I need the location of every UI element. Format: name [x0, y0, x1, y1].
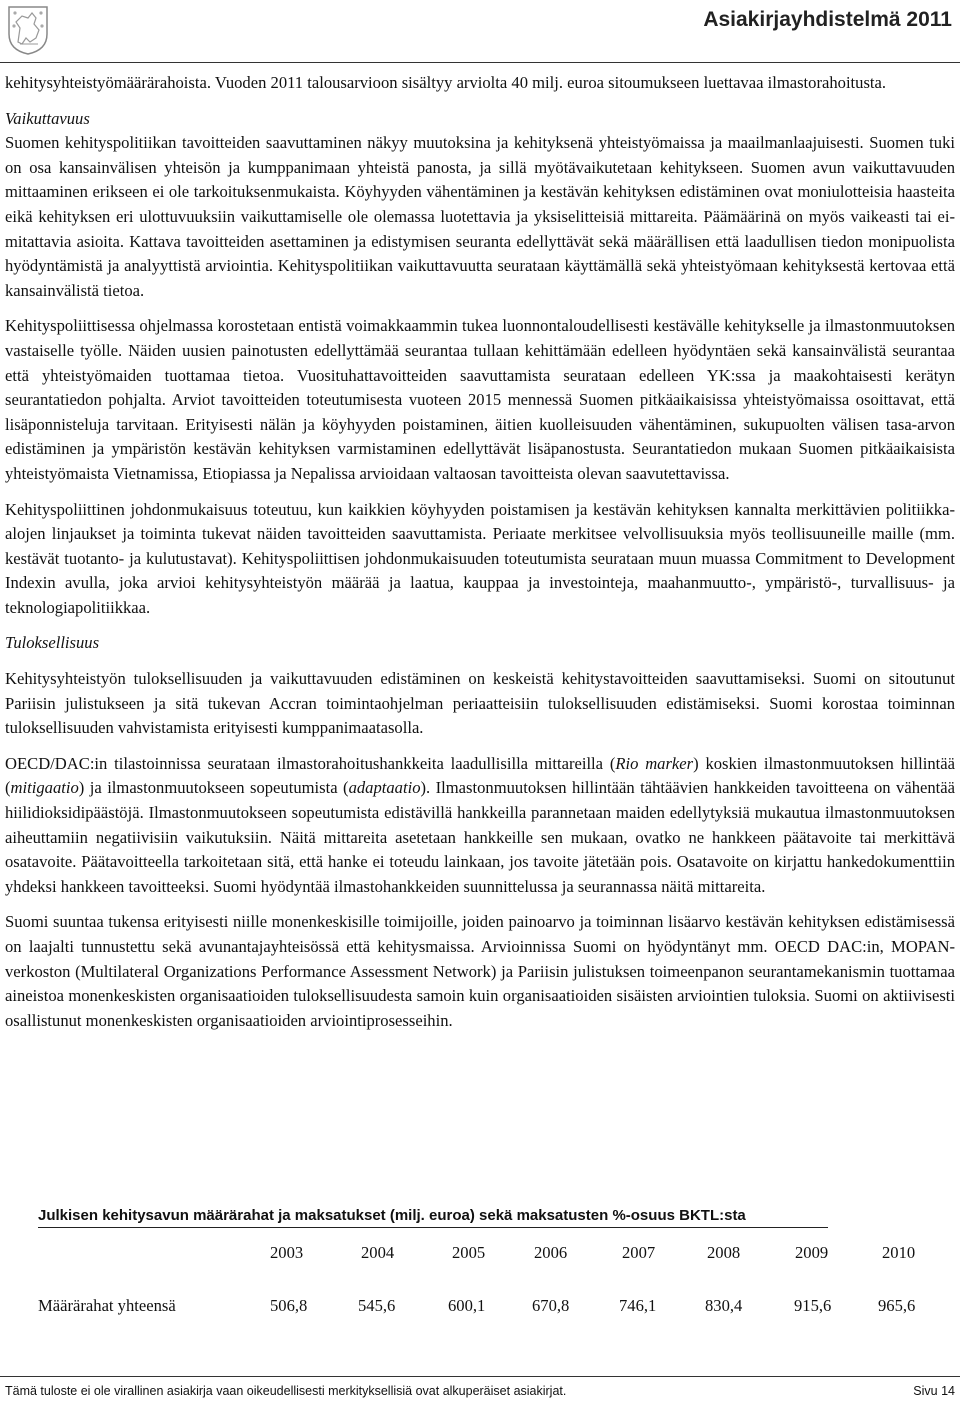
table-cell: 545,6: [358, 1296, 396, 1315]
heading-tuloksellisuus: Tuloksellisuus: [5, 633, 100, 653]
table-row: [38, 1296, 922, 1320]
rio-marker-term: Rio marker: [615, 753, 694, 773]
paragraph-5: Kehitysyhteistyön tuloksellisuuden ja vaikuttavuuden edistäminen on keskeistä kehitystavoitteiden saavuttamiseksi. Suomi on sitoutunut Pariisin julistukseen ja sitä tukevan Accran toimintaohjelman periaatteisiin tuloksellisuuden edistämiseksi. Suomi korostaa toiminnan tuloksellisuuden vahvistamista erityisesti kumppanimaatasolla.: [5, 669, 955, 738]
paragraph-4: Kehityspoliittinen johdonmukaisuus toteutuu, kun kaikkien köyhyyden poistamisen ja kestävän kehityksen kannalta merkittävien politiikka-alojen linjaukset ja toiminta tukevat näiden tavoitteiden saavuttamista. Periaate merkitsee velvollisuuksia myös teollisuuneille maille (mm. kestävät tuotanto- ja kulutustavat). Kehityspoliittisen johdonmukaisuuden toteutumista seurataan muun muassa Commitment to Development Indexin avulla, joka arvioi kehitysyhteistyön määrää ja laatua, kauppaa ja investointeja, maahanmuutto-, ympäristö-, turvallisuus- ja teknologiapolitiikkaa.: [5, 499, 955, 617]
table-cell: 915,6: [794, 1296, 832, 1315]
page-footer: [5, 1384, 955, 1398]
page-number: Sivu 14: [913, 1384, 955, 1398]
table-cell: 506,8: [270, 1296, 308, 1315]
paragraph-6-text-d: ). Ilmastonmuutoksen hillintään tähtäävien hankkeiden tavoitteena on vähentää hiilidioksidipäästöjä. Ilmastonmuutokseen sopeutumista edistävillä hankkeilla parannetaan maiden edellytyksiä mukautua ilmastonmuutoksen aiheuttamiin negatiivisiin vaikutuksiin. Näitä mittareita asetetaan hankkeille sen mukaan, ovatko ne hankkeen päätavoite tai merkittävä osatavoite. Päätavoitteella tarkoitetaan sitä, että hanke ei toteudu lainkaan, jos tavoite jätetään pois. Osatavoite on kirjattu hankedokumenttiin yhdeksi hankkeen tavoitteeksi. Suomi hyödyntää ilmastohankkeiden suunnittelussa ja seurannassa näitä mittareita.: [5, 778, 956, 896]
document-title: Asiakirjayhdistelmä 2011: [703, 8, 952, 31]
year-header: 2006: [534, 1243, 568, 1262]
table-cell: 670,8: [532, 1296, 570, 1315]
year-header: 2004: [361, 1243, 395, 1262]
table-cell: 830,4: [705, 1296, 743, 1315]
table-cell: 965,6: [878, 1296, 916, 1315]
table-cell: 600,1: [448, 1296, 486, 1315]
paragraph-1: kehitysyhteistyömäärärahoista. Vuoden 2011 talousarvioon sisältyy arviolta 40 milj. euroa sitoumukseen luettavaa ilmastorahoitusta.: [5, 73, 887, 92]
paragraph-2: Suomen kehityspolitiikan tavoitteiden saavuttaminen näkyy muutoksina ja kehityksenä yhteistyömaissa ja maailmanlaajuisesti. Suomen tuki on osa kansainvälisen yhteisön ja kumppanimaan yhteistä panosta, ja sillä myötävaikutetaan kehitykseen. Suomen avun vaikuttavuuden mittaaminen erikseen ei ole tarkoituksenmukaista. Köyhyyden vähentäminen ja kestävän kehityksen edistäminen ovat moniulotteisia haasteita eikä kehityksen eri ulottuvuuksiin vaikuttamiselle ole olemassa luotettavia ja yksiselitteisiä mittareita. Päämäärinä on myös vaikeasti tai ei-mitattavia asioita. Kattava tavoitteiden asettaminen ja edistymisen seuranta edellyttävät sekä määrällisen että laadullisen tiedon monipuolista hyödyntämistä ja analyyttistä arviointia. Kehityspolitiikan vaikuttavuutta seurataan käyttämällä sekä yhteistyömaan kehityksestä kertovaa että kansainvälistä tietoa.: [5, 133, 955, 300]
paragraph-7: Suomi suuntaa tukensa erityisesti niille monenkeskisille toimijoille, joiden painoarvo ja toiminnan lisäarvo kestävän kehityksen edistämisessä on laajalti tunnustettu sekä avunantajayhteisössä että kehitysmaissa. Arvioinnissa Suomi on hyödyntänyt mm. OECD DAC:in, MOPAN-verkoston (Multilateral Organizations Performance Assessment Network) ja Pariisin julistuksen toimeenpanon seurantamekanismin tuottamaa aineistoa monenkeskisten organisaatioiden tuloksellisuudesta samoin kuin organisaatioiden sisäisten arviointien tuloksia. Suomi on aktiivisesti osallistunut monenkeskisten organisaatioiden arviointiprosesseihin.: [5, 912, 955, 1030]
footer-disclaimer: Tämä tuloste ei ole virallinen asiakirja vaan oikeudellisesti merkityksellisiä ovat alkuperäiset asiakirjat.: [5, 1384, 567, 1398]
table-header-row: [38, 1243, 922, 1267]
header-divider: [0, 62, 960, 63]
heading-vaikuttavuus: Vaikuttavuus: [5, 108, 90, 128]
table-cell: 746,1: [619, 1296, 657, 1315]
year-header: 2007: [622, 1243, 656, 1262]
paragraph-6: [5, 752, 955, 900]
page-header: [0, 0, 960, 70]
paragraph-3: Kehityspoliittisessa ohjelmassa korostetaan entistä voimakkaammin tukea luonnontaloudellisesti kestävälle kehitykselle ja ilmastonmuutoksen vastaiselle työlle. Näiden uusien painotusten edellyttämää seurantaa tullaan kehittämään edelleen hyödyntäen sekä kansainvälistä seurantaa että yhteistyömaiden tuottamaa tietoa. Vuosituhattavoitteiden saavuttamista seurataan edelleen YK:ssa ja maakohtaisesti kerätyn seurantatiedon pohjalta. Arviot tavoitteiden toteutumisesta vuoteen 2015 mennessä Suomen pitkäaikaisissa yhteistyömaissa osoittavat, että lisäponnisteluja tarvitaan. Erityisesti nälän ja köyhyyden poistaminen, äitien kuolleisuuden vähentäminen, sukupuolten välisen tasa-arvon edistäminen ja ympäristön kestävän kehityksen varmistaminen edellyttävät lisäpanostusta. Seurantatiedon mukaan Suomen pitkäaikaisista yhteistyömaista Vietnamissa, Etiopiassa ja Nepalissa arvioidaan valtaosan tavoitteista olevan saavutettavissa.: [5, 316, 955, 483]
year-header: 2003: [270, 1243, 304, 1262]
finnish-lion-coat-of-arms-icon: [6, 4, 50, 56]
year-header: 2005: [452, 1243, 486, 1262]
paragraph-6-text-b: ) koskien ilmastonmuutoksen hillintää (: [5, 753, 956, 798]
paragraph-6-text-a: OECD/DAC:in tilastoinnissa seurataan ilmastorahoitushankkeita laadullisilla mittareilla (: [5, 753, 616, 773]
main-content: [5, 71, 955, 1044]
appropriations-table: [38, 1207, 922, 1320]
adaptaatio-term: adaptaatio: [348, 778, 421, 798]
row-label: Määrärahat yhteensä: [38, 1296, 176, 1315]
year-header: 2010: [882, 1243, 916, 1262]
footer-divider: [0, 1376, 960, 1377]
mitigaatio-term: mitigaatio: [10, 778, 79, 798]
year-header: 2009: [795, 1243, 829, 1262]
table-title: Julkisen kehitysavun määrärahat ja maksatukset (milj. euroa) sekä maksatusten %-osuus BKTL:sta: [38, 1207, 828, 1228]
year-header: 2008: [707, 1243, 741, 1262]
paragraph-6-text-c: ) ja ilmastonmuutokseen sopeutumista (: [78, 778, 349, 798]
